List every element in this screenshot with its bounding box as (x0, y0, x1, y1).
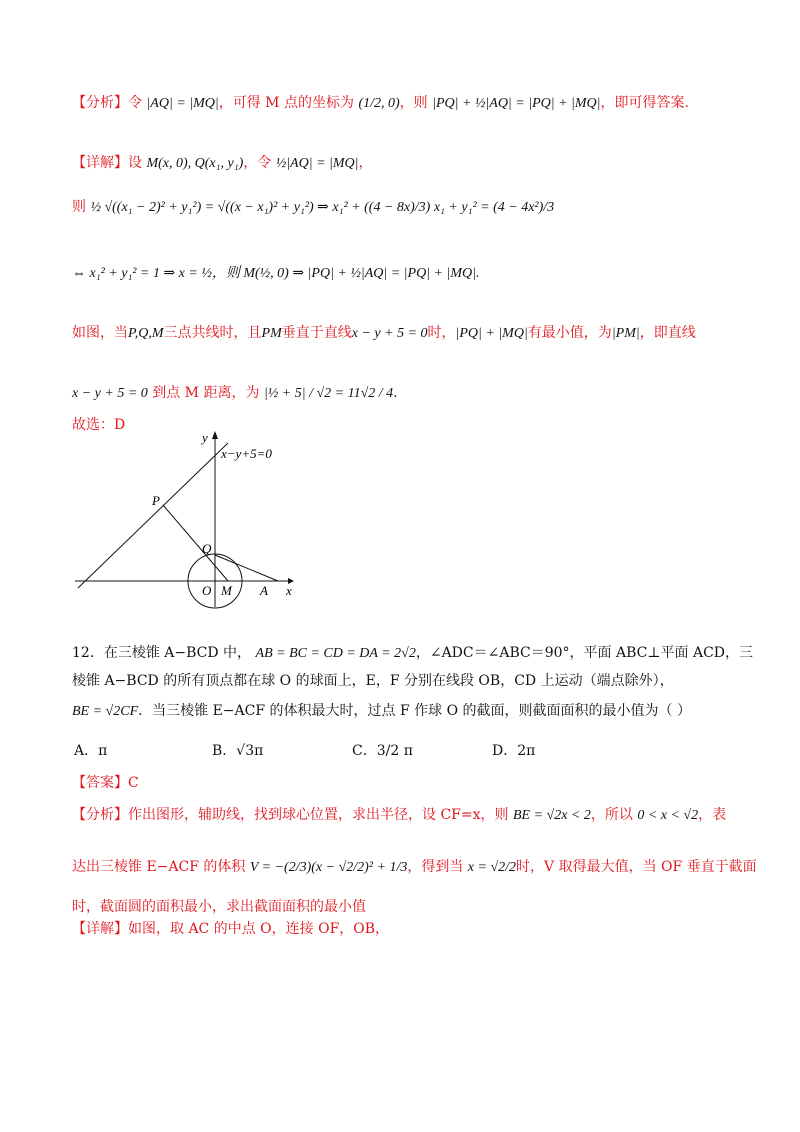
analysis-line (72, 92, 689, 112)
x-axis-label: x (286, 583, 292, 598)
y-axis-arrow (212, 431, 218, 439)
answer-line (72, 772, 139, 792)
analysis-tag: 【分析】 (72, 807, 128, 823)
question-text: ．当三棱锥 E−ACF 的体积最大时，过点 F 作球 O 的截面，则截面面积的最小值为（ ） (138, 703, 691, 719)
detail-text: 如图，取 AC 的中点 O，连接 OF，OB， (128, 921, 390, 937)
equation: ½ √((x₁ − 2)² + y₁²) = √((x − x₁)² + y₁²) ⇒ x₁² + ((4 − 8x)/3) x₁ + y₁² = (4 − 4x²)/3 (90, 200, 555, 215)
detail-text: 则 (72, 199, 86, 215)
explain-text: 如图，当 (72, 325, 128, 341)
equation: AB = BC = CD = DA = 2√2 (255, 646, 416, 661)
question-number: 12． (72, 645, 104, 661)
equation: x − y + 5 = 0 (72, 386, 148, 401)
analysis-text: ，则 (399, 95, 428, 111)
analysis-12-line-2 (72, 856, 757, 876)
explain-text: 垂直于直线 (281, 325, 352, 341)
question-text: ，∠ADC＝∠ABC＝90°，平面 ABC⊥平面 ACD，三 (415, 645, 754, 661)
analysis-12-line-1 (72, 804, 726, 824)
detail-12-line (72, 918, 389, 938)
point-o-label: O (202, 583, 212, 598)
equation: ½|AQ| = |MQ| (275, 156, 359, 171)
question-12-line-2: 棱锥 A−BCD 的所有顶点都在球 O 的球面上，E，F 分别在线段 OB，CD 上运动（端点除外）， (72, 673, 674, 689)
question-12-line-1 (72, 642, 753, 662)
segment-pm (163, 505, 228, 581)
answer-tag: 【答案】 (72, 775, 128, 791)
detail-text: ， (358, 155, 373, 171)
option-label: C． (352, 743, 377, 759)
option-c[interactable] (352, 740, 413, 760)
explain-text: 三点共线时，且 (163, 325, 262, 341)
analysis-text: ，得到当 (407, 859, 464, 875)
option-value: π (98, 743, 108, 759)
question-12-line-3 (72, 700, 691, 720)
equation: |PQ| + |MQ| (455, 326, 528, 341)
analysis-text: 令 (128, 95, 142, 111)
option-label: B． (212, 743, 237, 759)
detail-line-3 (72, 262, 479, 282)
equation: x − y + 5 = 0 (351, 326, 428, 341)
analysis-text: ，可得 M 点的坐标为 (218, 95, 354, 111)
equation: BE = √2x < 2 (512, 808, 591, 823)
line-x-y-5 (78, 443, 228, 588)
explain-line-2 (72, 382, 398, 402)
explain-text: 时， (427, 325, 456, 341)
choice-line: 故选：D (72, 417, 126, 433)
equation: x = √2/2 (467, 860, 517, 875)
detail-tag: 【详解】 (72, 921, 128, 937)
analysis-text: 作出图形，辅助线，找到球心位置，求出半径，设 CF=x，则 (128, 807, 509, 823)
point-q-label: Q (202, 541, 212, 556)
points: P,Q,M (128, 326, 164, 341)
analysis-text: ，所以 (590, 807, 633, 823)
geometry-figure (70, 425, 300, 610)
option-value: 2π (517, 743, 536, 759)
analysis-tag: 【分析】 (72, 95, 128, 111)
detail-text: 设 (128, 155, 142, 171)
equation: BE = √2CF (72, 704, 139, 719)
explain-text: ，即直线 (639, 325, 696, 341)
analysis-text: 时，V 取得最大值，当 OF 垂直于截面 (516, 859, 757, 875)
points: M(x, 0), Q(x₁, y₁) (146, 156, 244, 171)
detail-tag: 【详解】 (72, 155, 128, 171)
equation: V = −(2/3)(x − √2/2)² + 1/3 (249, 860, 408, 875)
detail-text: ，令 (243, 155, 272, 171)
coordinate: (1/2, 0) (358, 96, 400, 111)
analysis-text: ，表 (698, 807, 727, 823)
distance-value: |½ + 5| / √2 = 11√2 / 4 (263, 386, 394, 401)
equation: 0 < x < √2 (637, 808, 699, 823)
option-value: 3/2 π (376, 743, 413, 759)
detail-line-2 (72, 196, 554, 216)
point-m-label: M (221, 583, 232, 598)
option-a[interactable] (74, 740, 107, 760)
equation: ⇔ x₁² + y₁² = 1 ⇒ x = ½，则 M(½, 0) ⇒ |PQ| + ½|AQ| = |PQ| + |MQ|. (72, 266, 480, 281)
explain-text: . (393, 385, 398, 401)
point-a-label: A (260, 583, 268, 598)
analysis-12-line-3: 时，截面圆的面积最小，求出截面面积的最小值 (72, 899, 366, 915)
equation: |AQ| = |MQ| (146, 96, 219, 111)
explain-text: 有最小值，为 (527, 325, 612, 341)
explain-line (72, 322, 696, 342)
equation: |PQ| + ½|AQ| = |PQ| + |MQ| (432, 96, 601, 111)
explain-text: 到点 M 距离，为 (152, 385, 260, 401)
segment: PM (261, 326, 282, 341)
question-text: 在三棱锥 A−BCD 中， (103, 645, 252, 661)
analysis-text: ，即可得答案. (600, 95, 689, 111)
analysis-text: 达出三棱锥 E−ACF 的体积 (72, 859, 246, 875)
y-axis-label: y (202, 430, 208, 445)
option-label: A． (74, 743, 99, 759)
point-p-label: P (152, 493, 160, 508)
option-value: √3π (236, 743, 264, 759)
line-label: x−y+5=0 (221, 446, 272, 461)
option-label: D． (492, 743, 518, 759)
answer-value: C (128, 775, 139, 791)
option-d[interactable] (492, 740, 535, 760)
option-b[interactable] (212, 740, 263, 760)
equation: |PM| (611, 326, 640, 341)
detail-line (72, 152, 372, 172)
